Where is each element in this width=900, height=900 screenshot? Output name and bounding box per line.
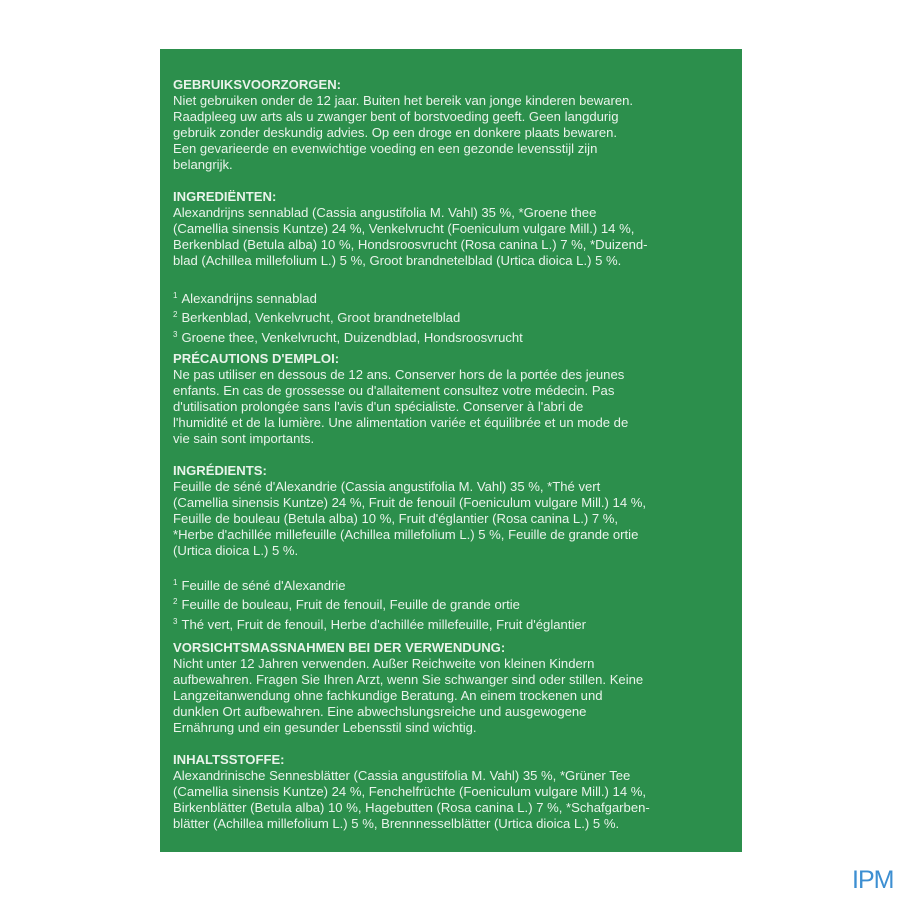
nl-precautions-title: GEBRUIKSVOORZORGEN: bbox=[173, 77, 342, 92]
section-fr-precautions bbox=[173, 351, 734, 448]
nl-footnotes bbox=[173, 288, 734, 346]
footnote-item bbox=[173, 594, 734, 613]
section-nl-precautions bbox=[173, 77, 734, 174]
package-panel bbox=[160, 49, 742, 852]
footnote-text: Feuille de séné d'Alexandrie bbox=[181, 578, 346, 593]
footnote-number: 1 bbox=[173, 291, 178, 300]
nl-ingredients-body: Alexandrijns sennablad (Cassia angustifolia M. Vahl) 35 %, *Groene thee (Camellia sinensis Kuntze) 24 %, Venkelvrucht (Foeniculum vulgare Mill.) 14 %, Berkenblad (Betula alba) 10 %, Hondsroosvrucht (Rosa canina L.) 7 %, *Duizend- blad (Achillea millefolium L.) 5 %, Groot brandnetelblad (Urtica dioica L.) 5 %. bbox=[173, 205, 648, 269]
de-precautions-body: Nicht unter 12 Jahren verwenden. Außer Reichweite von kleinen Kindern aufbewahren. Fragen Sie Ihren Arzt, wenn Sie schwanger sind oder stillen. Keine Langzeitanwendung ohne fachkundige Beratung. An einem trockenen und dunklen Ort aufbewahren. Eine abwechslungsreiche und ausgewogene Ernährung und ein gesunder Lebensstil sind wichtig. bbox=[173, 656, 644, 736]
ipm-logo: IPM bbox=[852, 866, 894, 894]
fr-ingredients-body: Feuille de séné d'Alexandrie (Cassia angustifolia M. Vahl) 35 %, *Thé vert (Camellia sinensis Kuntze) 24 %, Fruit de fenouil (Foeniculum vulgare Mill.) 14 %, Feuille de bouleau (Betula alba) 10 %, Fruit d'églantier (Rosa canina L.) 7 %, *Herbe d'achillée millefeuille (Achillea millefolium L.) 5 %, Feuille de grande ortie (Urtica dioica L.) 5 %. bbox=[173, 479, 647, 559]
footnote-number: 2 bbox=[173, 310, 178, 320]
footnote-text: Alexandrijns sennablad bbox=[181, 291, 317, 306]
nl-precautions-body: Niet gebruiken onder de 12 jaar. Buiten het bereik van jonge kinderen bewaren. Raadpleeg uw arts als u zwanger bent of borstvoeding geeft. Geen langdurig gebruik zonder deskundig advies. Op een droge en donkere plaats bewaren. Een gevarieerde en evenwichtige voeding en een gezonde levensstijl zijn belangrijk. bbox=[173, 93, 634, 173]
footnote-item bbox=[173, 288, 734, 307]
de-ingredients-body: Alexandrinische Sennesblätter (Cassia angustifolia M. Vahl) 35 %, *Grüner Tee (Camellia sinensis Kuntze) 24 %, Fenchelfrüchte (Foeniculum vulgare Mill.) 14 %, Birkenblätter (Betula alba) 10 %, Hagebutten (Rosa canina L.) 7 %, *Schafgarben- blätter (Achillea millefolium L.) 5 %, Brennnesselblätter (Urtica dioica L.) 5 %. bbox=[173, 768, 650, 832]
footnote-item bbox=[173, 327, 734, 346]
fr-precautions-body: Ne pas utiliser en dessous de 12 ans. Conserver hors de la portée des jeunes enfants. En cas de grossesse ou d'allaitement consultez votre médecin. Pas d'utilisation prolongée sans l'avis d'un spécialiste. Conserver à l'abri de l'humidité et de la lumière. Une alimentation variée et équilibrée et un mode de vie sain sont importants. bbox=[173, 367, 629, 447]
footnote-item bbox=[173, 614, 734, 633]
footnote-number: 1 bbox=[173, 578, 178, 587]
de-precautions-title: VORSICHTSMASSNAHMEN BEI DER VERWENDUNG: bbox=[173, 640, 506, 655]
footnote-text: Feuille de bouleau, Fruit de fenouil, Feuille de grande ortie bbox=[181, 597, 520, 613]
nl-ingredients-title: INGREDIËNTEN: bbox=[173, 189, 277, 204]
footnote-item bbox=[173, 575, 734, 594]
fr-ingredients-title: INGRÉDIENTS: bbox=[173, 463, 267, 478]
fr-precautions-title: PRÉCAUTIONS D'EMPLOI: bbox=[173, 351, 340, 366]
footnote-number: 2 bbox=[173, 597, 178, 607]
footnote-number: 3 bbox=[173, 329, 178, 339]
footnote-text: Thé vert, Fruit de fenouil, Herbe d'achillée millefeuille, Fruit d'églantier bbox=[181, 616, 587, 632]
section-de-ingredients bbox=[173, 752, 734, 832]
fr-footnotes bbox=[173, 575, 734, 633]
de-ingredients-title: INHALTSSTOFFE: bbox=[173, 752, 285, 767]
section-de-precautions bbox=[173, 640, 734, 737]
footnote-text: Berkenblad, Venkelvrucht, Groot brandnetelblad bbox=[181, 310, 461, 326]
footnote-item bbox=[173, 307, 734, 326]
footnote-text: Groene thee, Venkelvrucht, Duizendblad, Hondsroosvrucht bbox=[181, 329, 523, 345]
section-fr-ingredients bbox=[173, 463, 734, 560]
footnote-number: 3 bbox=[173, 616, 178, 626]
section-nl-ingredients bbox=[173, 189, 734, 269]
